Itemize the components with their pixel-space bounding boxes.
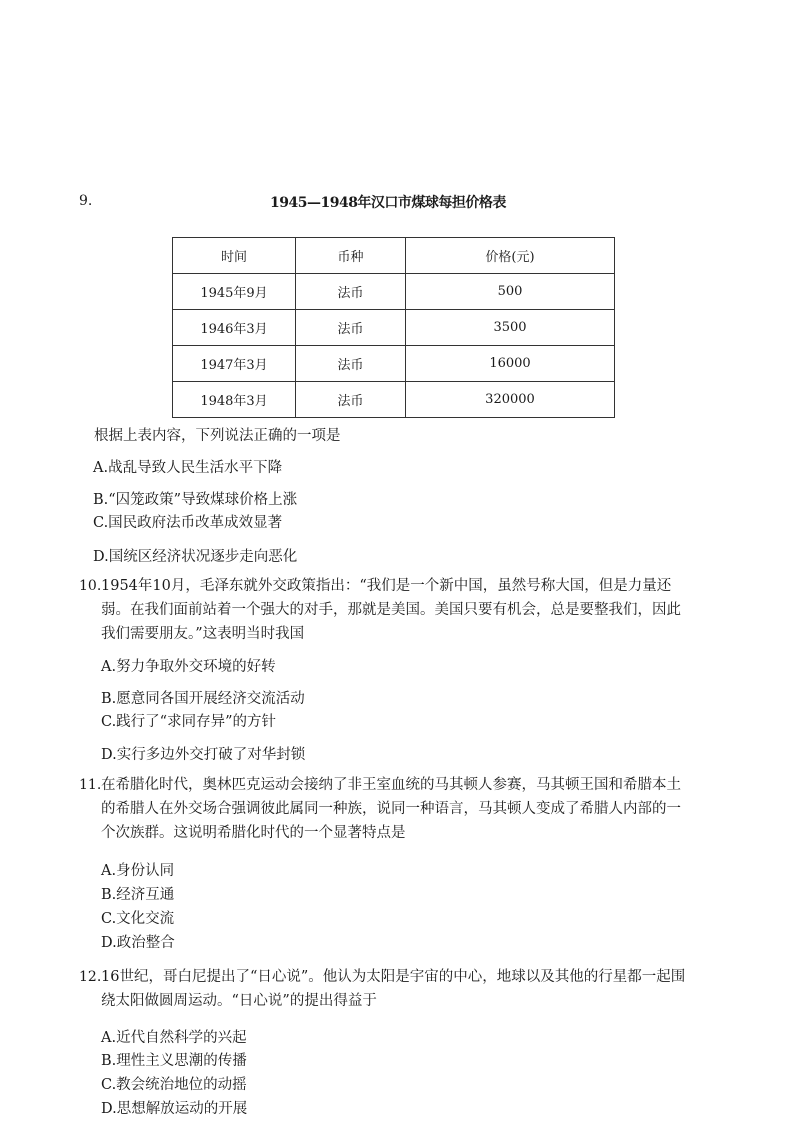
header-currency: 币种: [296, 238, 406, 274]
question-10-option-a: A.努力争取外交环境的好转: [101, 659, 276, 675]
question-10-stem: 1954年10月，毛泽东就外交政策指出：“我们是一个新中国，虽然号称大国，但是力量还弱。在我们面前站着一个强大的对手，那就是美国。美国只要有机会，总是要整我们，因此我们需要朋友。”这表明当时我国: [101, 578, 681, 642]
cell-currency: 法币: [296, 310, 406, 346]
question-9-option-c: C.国民政府法币改革成效显著: [93, 515, 283, 531]
question-10-option-c: C.践行了“求同存异”的方针: [101, 714, 277, 730]
price-table: [172, 237, 615, 418]
question-9-option-a: A.战乱导致人民生活水平下降: [93, 460, 283, 476]
cell-currency: 法币: [296, 382, 406, 418]
question-11-option-d: D.政治整合: [101, 935, 175, 951]
table-title: 1945—1948年汉口市煤球每担价格表: [270, 195, 506, 211]
question-9-option-d: D.国统区经济状况逐步走向恶化: [93, 549, 298, 565]
table-row: [173, 274, 615, 310]
question-11-option-c: C.文化交流: [101, 911, 175, 927]
table-row: [173, 346, 615, 382]
question-12-option-a: A.近代自然科学的兴起: [101, 1030, 247, 1046]
cell-time: 1946年3月: [173, 310, 296, 346]
cell-price: 500: [406, 274, 615, 310]
cell-currency: 法币: [296, 274, 406, 310]
cell-time: 1947年3月: [173, 346, 296, 382]
cell-time: 1945年9月: [173, 274, 296, 310]
table-row: [173, 382, 615, 418]
question-11-number: 11.: [79, 777, 102, 793]
header-price: 价格(元): [406, 238, 615, 274]
question-9-stem: 根据上表内容，下列说法正确的一项是: [94, 428, 341, 444]
question-12-number: 12.: [79, 969, 102, 985]
question-9-number: 9.: [79, 193, 93, 209]
question-12-option-d: D.思想解放运动的开展: [101, 1101, 248, 1117]
cell-time: 1948年3月: [173, 382, 296, 418]
cell-currency: 法币: [296, 346, 406, 382]
question-10-option-b: B.愿意同各国开展经济交流活动: [101, 691, 305, 707]
question-12-option-c: C.教会统治地位的动摇: [101, 1077, 247, 1093]
header-time: 时间: [173, 238, 296, 274]
table-row: [173, 310, 615, 346]
question-9-option-b: B.“囚笼政策”导致煤球价格上涨: [93, 492, 298, 508]
question-12-option-b: B.理性主义思潮的传播: [101, 1053, 247, 1069]
cell-price: 3500: [406, 310, 615, 346]
cell-price: 320000: [406, 382, 615, 418]
cell-price: 16000: [406, 346, 615, 382]
question-11-option-a: A.身份认同: [101, 863, 175, 879]
question-11-option-b: B.经济互通: [101, 887, 175, 903]
table-header-row: [173, 238, 615, 274]
question-12-stem: 16世纪，哥白尼提出了“日心说”。他认为太阳是宇宙的中心，地球以及其他的行星都一起围绕太阳做圆周运动。“日心说”的提出得益于: [101, 969, 686, 1009]
question-10-option-d: D.实行多边外交打破了对华封锁: [101, 747, 306, 763]
question-10-number: 10.: [79, 578, 102, 594]
question-11-stem: 在希腊化时代，奥林匹克运动会接纳了非王室血统的马其顿人参赛，马其顿王国和希腊本土的希腊人在外交场合强调彼此属同一种族，说同一种语言，马其顿人变成了希腊人内部的一个次族群。这说明希腊化时代的一个显著特点是: [101, 777, 681, 841]
